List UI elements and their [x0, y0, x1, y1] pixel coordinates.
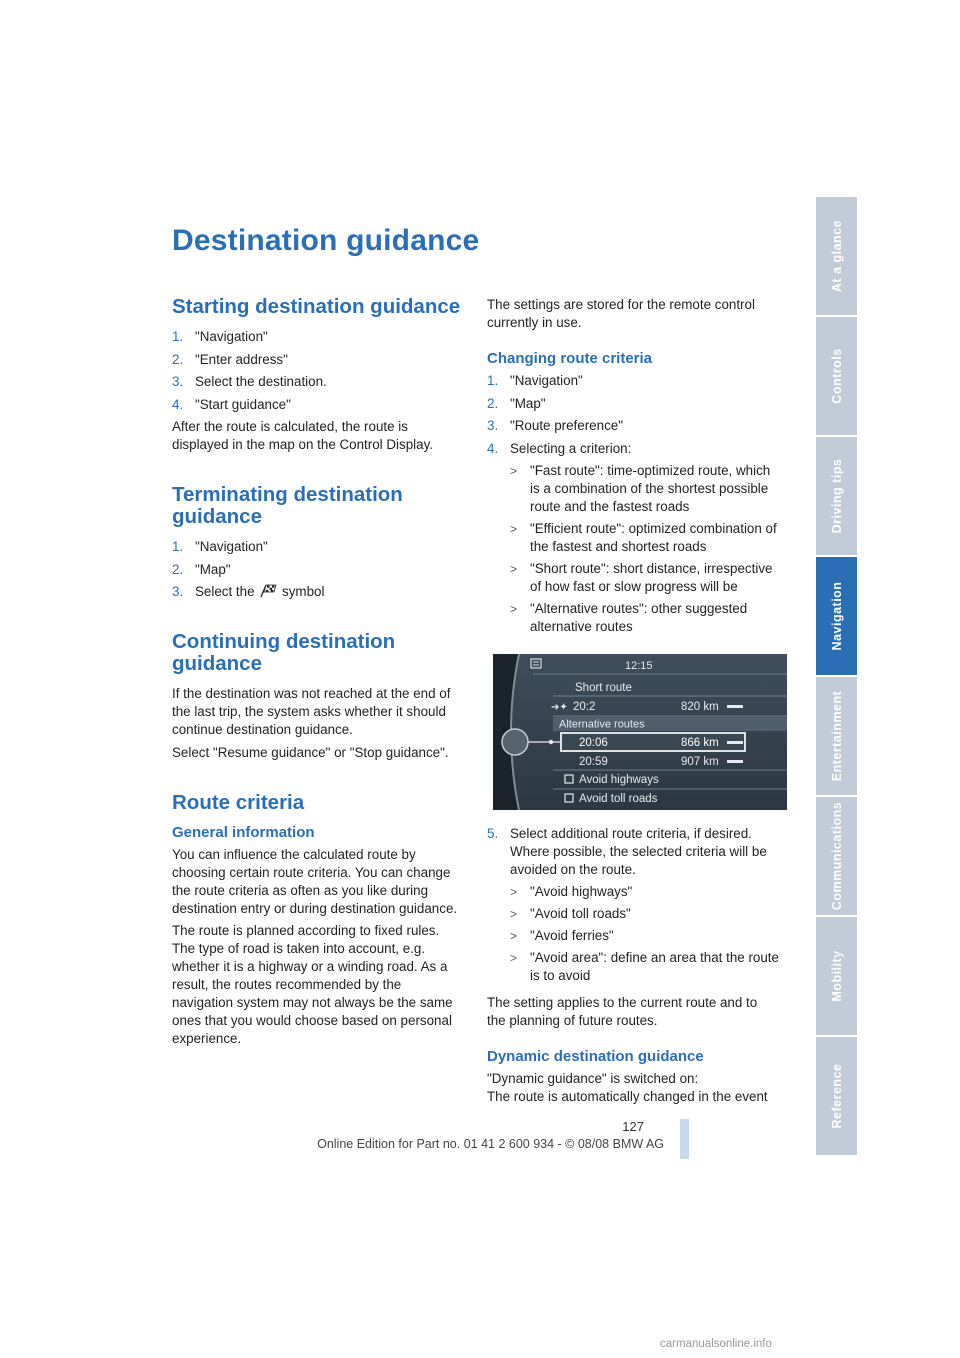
- step-text: "Start guidance": [195, 396, 291, 412]
- bullet-item: [510, 560, 779, 596]
- step-text: "Map": [510, 395, 546, 411]
- list-item: [172, 351, 464, 369]
- step-number: 3.: [172, 584, 184, 599]
- bullet-item: [510, 462, 779, 516]
- bullet-marker: >: [510, 601, 518, 616]
- bullet-marker: >: [510, 885, 518, 899]
- step-number: 2.: [172, 561, 184, 577]
- step-number: 2.: [487, 395, 499, 411]
- control-display-screenshot: [493, 654, 787, 810]
- bullet-marker: >: [510, 561, 518, 576]
- bullet-text: "Avoid toll roads": [530, 906, 631, 921]
- tab-label: Communications: [829, 801, 844, 911]
- tab-label: Entertainment: [829, 690, 844, 782]
- tab-entertainment[interactable]: [816, 677, 857, 797]
- tab-controls[interactable]: [816, 317, 857, 437]
- route-arrow-icon: ➔✦: [551, 702, 568, 713]
- bullet-text: "Avoid area": define an area that the route is to avoid: [530, 950, 779, 983]
- page-title: Destination guidance: [172, 224, 480, 257]
- list-item: [487, 825, 779, 989]
- controller-knob-icon: [502, 729, 528, 755]
- step-number: 1.: [172, 329, 184, 344]
- step-number: 2.: [172, 351, 184, 367]
- edition-line: Online Edition for Part no. 01 41 2 600 934 - © 08/08 BMW AG: [317, 1137, 664, 1151]
- step-number: 1.: [487, 373, 499, 388]
- step-number: 3.: [487, 418, 499, 433]
- step-number: 4.: [487, 440, 499, 456]
- tab-mobility[interactable]: [816, 917, 857, 1037]
- section-heading-starting: Starting destination guidance: [172, 295, 461, 318]
- watermark: carmanualsonline.info: [660, 1338, 772, 1350]
- step-number: 4.: [172, 396, 184, 412]
- bullet-item: [510, 949, 779, 985]
- list-item: [487, 417, 779, 435]
- bullet-marker: >: [510, 463, 518, 478]
- option-label: Avoid toll roads: [579, 793, 658, 805]
- tab-communications[interactable]: [816, 797, 857, 917]
- tab-label: Navigation: [829, 581, 844, 651]
- step-number: 1.: [172, 539, 184, 554]
- paragraph: Select "Resume guidance" or "Stop guidance".: [172, 744, 449, 760]
- step-text: "Navigation": [195, 329, 268, 344]
- footer-marker-bar: [680, 1119, 689, 1159]
- step-number: 3.: [172, 374, 184, 389]
- clock-readout: 12:15: [625, 660, 653, 672]
- route-time: 20:06: [579, 737, 608, 749]
- subheading-dynamic-guidance: Dynamic destination guidance: [487, 1047, 704, 1065]
- paragraph: If the destination was not reached at the end of the last trip, the system asks whether it should continue destination guidance.: [172, 686, 451, 737]
- route-bar: [727, 760, 743, 763]
- step-text: "Navigation": [510, 373, 583, 388]
- paragraph: After the route is calculated, the route is displayed in the map on the Control Display.: [172, 419, 434, 452]
- step-text: Select additional route criteria, if desired. Where possible, the selected criteria will be avoided on the route.: [510, 826, 767, 877]
- step-text: "Route preference": [510, 418, 623, 433]
- bullet-item: [510, 600, 779, 636]
- step-text: Selecting a criterion:: [510, 440, 632, 456]
- bullet-text: "Short route": short distance, irrespective of how fast or slow progress will be: [530, 560, 773, 594]
- step-text-post: symbol: [282, 584, 325, 599]
- list-item: [172, 396, 464, 414]
- bullet-item: [510, 883, 779, 901]
- chapter-tabs: [816, 197, 857, 1157]
- bullet-text: "Fast route": time-optimized route, which is a combination of the shortest possible route and the fastest roads: [530, 462, 771, 514]
- list-item: [172, 373, 464, 391]
- bullet-text: "Avoid ferries": [530, 928, 614, 943]
- section-heading-terminating: Terminating destination guidance: [172, 483, 403, 528]
- bullet-text: "Avoid highways": [530, 884, 633, 899]
- list-item: [487, 395, 779, 413]
- tab-label: Controls: [829, 348, 844, 404]
- paragraph: The settings are stored for the remote control currently in use.: [487, 297, 755, 330]
- paragraph: [487, 1070, 779, 1106]
- paragraph: The route is planned according to fixed rules. The type of road is taken into account, e.g. whether it is a highway or a winding road. As a result, the routes recommended by the navigation system may not always be the same ones that you would choose based on personal experience.: [172, 923, 453, 1046]
- bullet-marker: >: [510, 907, 518, 921]
- bullet-item: [510, 927, 779, 945]
- route-distance: 907 km: [681, 756, 719, 768]
- subheading-changing-route-criteria: Changing route criteria: [487, 350, 653, 367]
- bullet-text: "Alternative routes": other suggested alternative routes: [530, 600, 748, 634]
- checkered-flag-icon: [258, 584, 278, 598]
- step-text: Select the destination.: [195, 374, 327, 389]
- route-bar: [727, 741, 743, 744]
- bullet-text: "Efficient route": optimized combination of the fastest and shortest roads: [530, 520, 777, 554]
- route-distance: 820 km: [681, 701, 719, 713]
- route-time: 20:2: [573, 701, 596, 713]
- tab-reference[interactable]: [816, 1037, 857, 1157]
- subheading-general-information: General information: [172, 823, 315, 841]
- route-distance: 866 km: [681, 737, 719, 749]
- section-heading-continuing: Continuing destination guidance: [172, 630, 396, 675]
- section-label: Alternative routes: [559, 718, 645, 731]
- bullet-marker: >: [510, 951, 518, 965]
- list-item: [172, 538, 464, 556]
- route-bar: [727, 705, 743, 708]
- list-item: [172, 561, 464, 579]
- right-column: [487, 296, 779, 1110]
- left-column: [172, 296, 464, 1053]
- paragraph: The setting applies to the current route and to the planning of future routes.: [487, 994, 758, 1028]
- tab-driving-tips[interactable]: [816, 437, 857, 557]
- step-number: 5.: [487, 826, 499, 841]
- page-number: 127: [622, 1119, 644, 1134]
- paragraph: You can influence the calculated route by choosing certain route criteria. You can change the route criteria as often as you like during destination entry or during destination guidance.: [172, 846, 458, 916]
- list-item: [172, 328, 464, 346]
- step-text: "Enter address": [195, 351, 288, 367]
- tab-label: Reference: [829, 1063, 844, 1129]
- tab-label: At a glance: [829, 219, 844, 293]
- list-item: [172, 583, 464, 601]
- tab-navigation[interactable]: [816, 557, 857, 677]
- bullet-item: [510, 905, 779, 923]
- step-text: "Navigation": [195, 539, 268, 554]
- list-item: [487, 372, 779, 390]
- route-time: 20:59: [579, 756, 608, 768]
- tab-label: Mobility: [829, 950, 844, 1002]
- screen-title: Short route: [575, 682, 632, 694]
- paragraph-line: "Dynamic guidance" is switched on:: [487, 1070, 699, 1086]
- section-heading-route-criteria: Route criteria: [172, 790, 305, 814]
- option-label: Avoid highways: [579, 774, 659, 786]
- tab-at-a-glance[interactable]: [816, 197, 857, 317]
- step-text: "Map": [195, 561, 231, 577]
- bullet-marker: >: [510, 929, 518, 943]
- tab-label: Driving tips: [829, 458, 844, 534]
- bullet-marker: >: [510, 521, 518, 536]
- paragraph-line: The route is automatically changed in the event: [487, 1088, 768, 1104]
- step-text-pre: Select the: [195, 584, 255, 599]
- bullet-item: [510, 520, 779, 556]
- list-item: [487, 440, 779, 640]
